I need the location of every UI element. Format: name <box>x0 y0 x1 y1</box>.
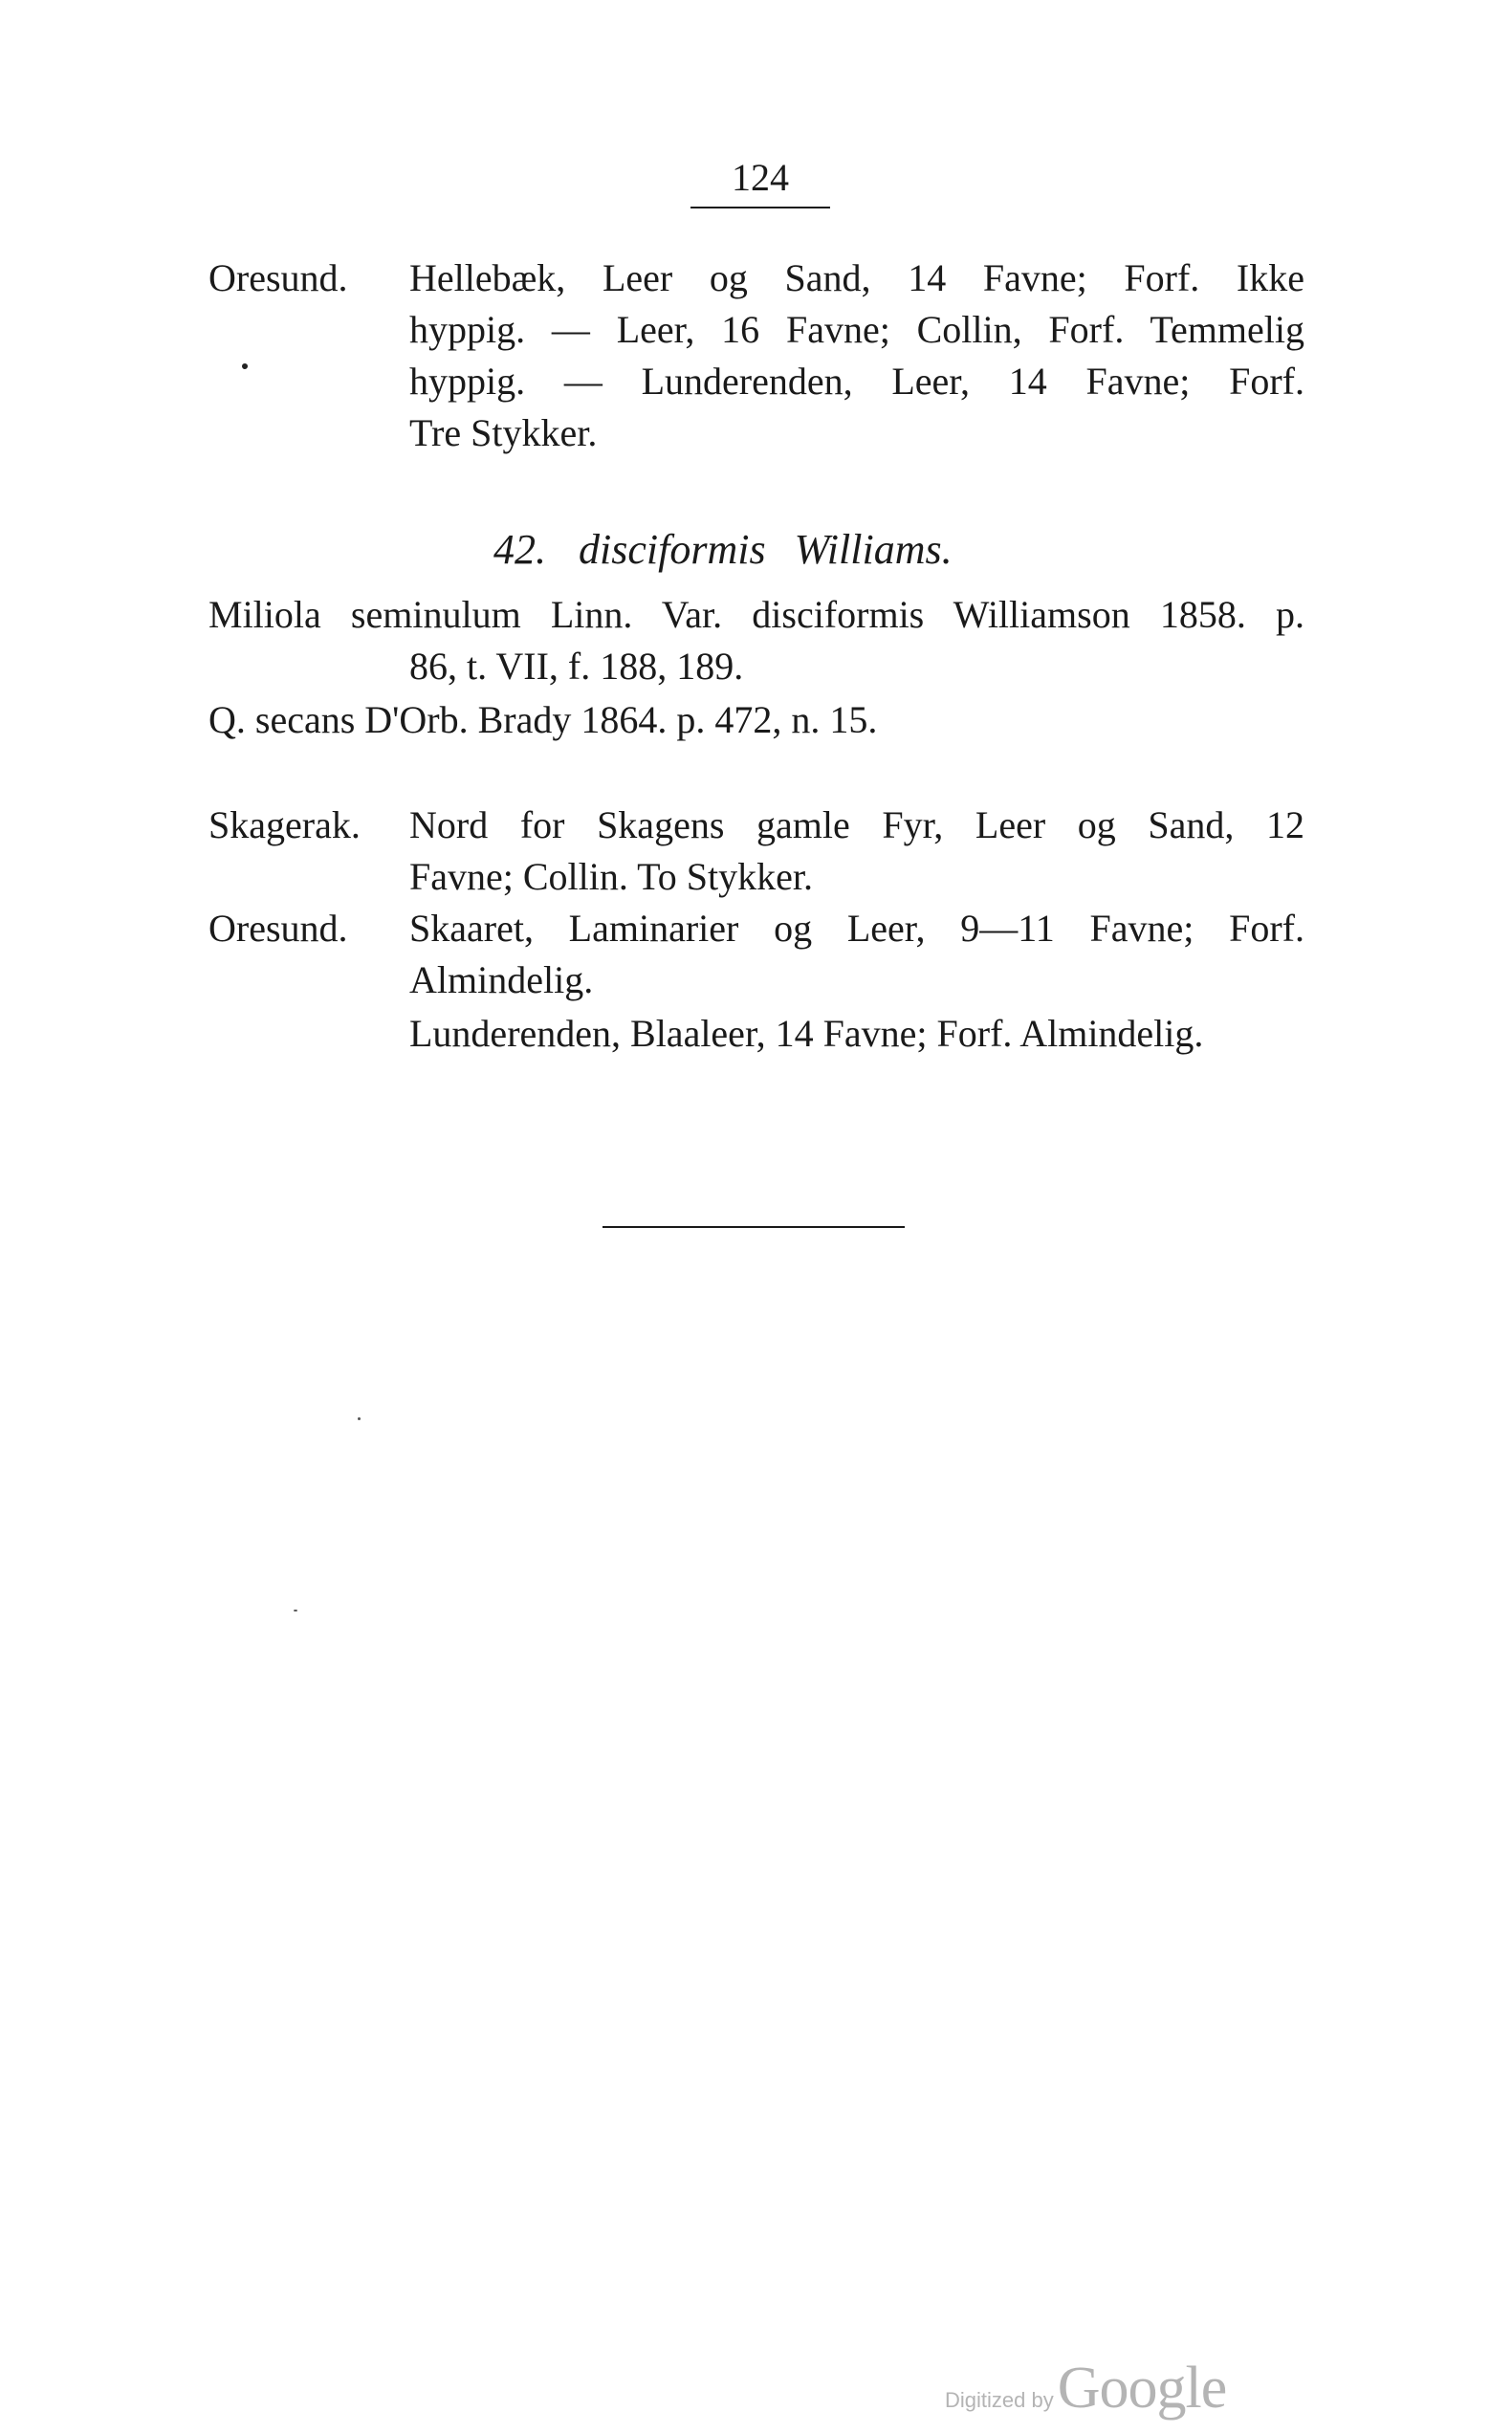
entry-line: Lunderenden, Blaaleer, 14 Favne; Forf. Almindelig. <box>409 1012 1204 1055</box>
species-name: disciformis <box>579 526 766 573</box>
synonym-line: 86, t. VII, f. 188, 189. <box>409 645 744 688</box>
scan-speck <box>294 1610 297 1611</box>
entry-line: Tre Stykker. <box>409 411 598 454</box>
page-number-rule <box>690 207 830 208</box>
page-number: 124 <box>732 156 789 199</box>
entry-line: hyppig. — Lunderenden, Leer, 14 Favne; Forf. <box>409 360 1304 403</box>
species-heading <box>493 524 953 576</box>
entry-line: Nord for Skagens gamle Fyr, Leer og Sand, 12 <box>409 803 1304 846</box>
species-number: 42. <box>493 526 546 573</box>
location-label: Oresund. <box>208 256 348 299</box>
scan-speck <box>242 363 248 369</box>
end-rule <box>603 1226 905 1228</box>
watermark-prefix: Digitized by <box>945 2388 1054 2412</box>
species-author: Williams. <box>794 526 953 573</box>
synonym-line: Q. secans D'Orb. Brady 1864. p. 472, n. 15. <box>208 698 878 741</box>
digitized-by-google-watermark <box>945 2355 1226 2422</box>
entry-line: Almindelig. <box>409 958 594 1001</box>
entry-line: Favne; Collin. To Stykker. <box>409 855 814 898</box>
entry-line: Skaaret, Laminarier og Leer, 9—11 Favne; Forf. <box>409 907 1304 950</box>
entry-line: Hellebæk, Leer og Sand, 14 Favne; Forf. Ikke <box>409 256 1304 299</box>
location-label: Oresund. <box>208 907 348 950</box>
synonym-line: Miliola seminulum Linn. Var. disciformis Williamson 1858. p. <box>208 593 1304 636</box>
google-logo-text: Google <box>1057 2356 1227 2421</box>
entry-line: hyppig. — Leer, 16 Favne; Collin, Forf. Temmelig <box>409 308 1304 351</box>
scan-speck <box>358 1417 361 1420</box>
location-label: Skagerak. <box>208 803 361 846</box>
